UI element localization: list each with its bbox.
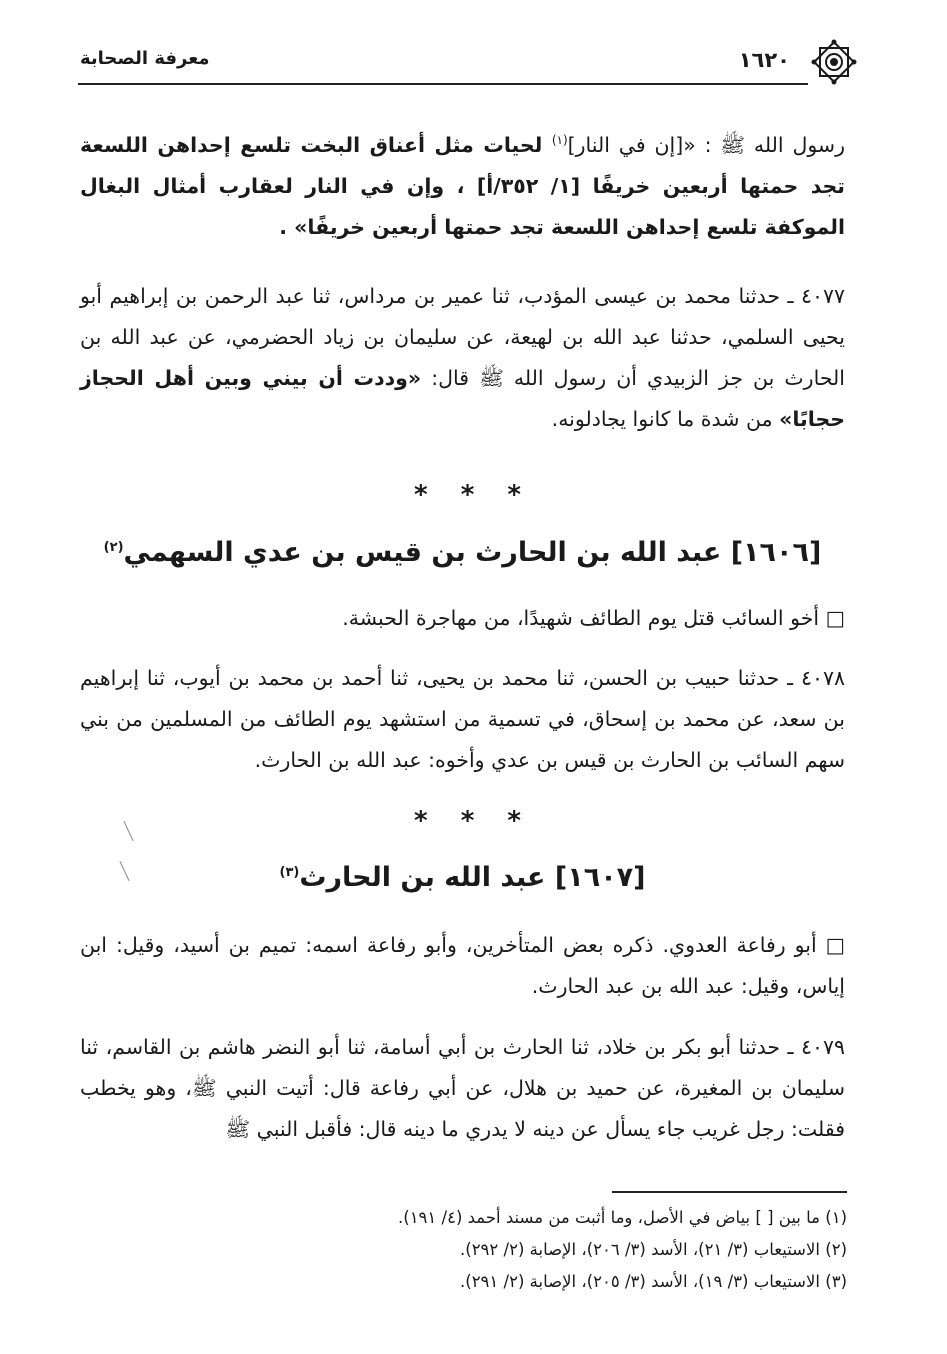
footnote-3: (٣) الاستيعاب (٣/ ١٩)، الأسد (٣/ ٢٠٥)، الإصابة (٢/ ٢٩١).: [460, 1272, 847, 1291]
page-header: [78, 38, 848, 88]
text-segment-bold: لحيات مثل أعناق البخت تلسع إحداهن اللسعة تجد حمتها أربعين خريفًا [١/ ٣٥٢/أ] ، وإن في النار لعقارب أمثال البغال الموكفة تلسع إحداهن اللسعة تجد حمتها أربعين خريفًا» .: [80, 132, 846, 239]
heading-text: [١٦٠٧] عبد الله بن الحارث: [299, 862, 646, 893]
paragraph-entry-note-1607: □ أبو رفاعة العدوي. ذكره بعض المتأخرين، وأبو رفاعة اسمه: تميم بن أسيد، وقيل: ابن إياس، وقيل: عبد الله بن عبد الحارث.: [80, 933, 845, 998]
text-segment: من شدة ما كانوا يجادلونه.: [551, 407, 780, 431]
section-divider-stars: * * *: [414, 806, 533, 836]
page-number: ١٦٢٠: [738, 48, 790, 72]
paragraph-hadith-continuation: [80, 120, 845, 248]
paragraph-hadith-4079: ٤٠٧٩ ـ حدثنا أبو بكر بن خلاد، ثنا الحارث بن أبي أسامة، ثنا أبو النضر هاشم بن القاسم، ثنا سليمان بن المغيرة، عن حميد بن هلال، عن أبي رفاعة قال: أتيت النبي ﷺ، وهو يخطب فقلت: رجل غريب جاء يسأل عن دينه لا يدري ما دينه قال: فأقبل النبي ﷺ: [80, 1035, 845, 1141]
footnote-ref: (٢): [103, 540, 124, 555]
footnote-1: (١) ما بين [ ] بياض في الأصل، وما أثبت من مسند أحمد (٤/ ١٩١).: [398, 1208, 847, 1227]
heading-text: [١٦٠٦] عبد الله بن الحارث بن قيس بن عدي السهمي: [123, 537, 822, 568]
text-segment-bold: «وددت أن بيني وبين أهل الحجاز حجابًا»: [80, 366, 845, 431]
text-segment: رسول الله ﷺ : «[إن في النار]: [567, 132, 845, 157]
paragraph-hadith-4078: ٤٠٧٨ ـ حدثنا حبيب بن الحسن، ثنا محمد بن يحيى، ثنا أحمد بن محمد بن أيوب، ثنا إبراهيم بن سعد، عن محمد بن إسحاق، في تسمية من استشهد يوم الطائف من المسلمين من بني سهم السائب بن الحارث بن قيس بن عدي وأخوه: عبد الله بن الحارث.: [80, 666, 845, 772]
footnote-ref: (٣): [279, 865, 300, 880]
running-title: معرفة الصحابة: [80, 48, 210, 69]
paragraph-entry-note-1606: □ أخو السائب قتل يوم الطائف شهيدًا، من مهاجرة الحبشة.: [342, 606, 845, 630]
section-divider-stars: * * *: [414, 480, 533, 510]
footnote-rule: [612, 1191, 847, 1193]
footnote-2: (٢) الاستيعاب (٣/ ٢١)، الأسد (٣/ ٢٠٦)، الإصابة (٢/ ٢٩٢).: [460, 1240, 847, 1259]
footnote-ref: (١): [551, 133, 568, 147]
octagram-ornament-icon: [810, 38, 858, 86]
header-rule: [78, 83, 808, 85]
text-segment: ٤٠٧٧ ـ حدثنا محمد بن عيسى المؤدب، ثنا عمير بن مرداس، ثنا عبد الرحمن بن إبراهيم أبو يحيى السلمي، حدثنا عبد الله بن لهيعة، عن سليمان بن زياد الحضرمي، عن عبد الله بن الحارث بن جز الزبيدي أن رسول الله ﷺ قال:: [80, 284, 845, 390]
paragraph-hadith-4077: [80, 276, 845, 440]
entry-heading-1606: [80, 537, 845, 568]
entry-heading-1607: [80, 862, 845, 893]
